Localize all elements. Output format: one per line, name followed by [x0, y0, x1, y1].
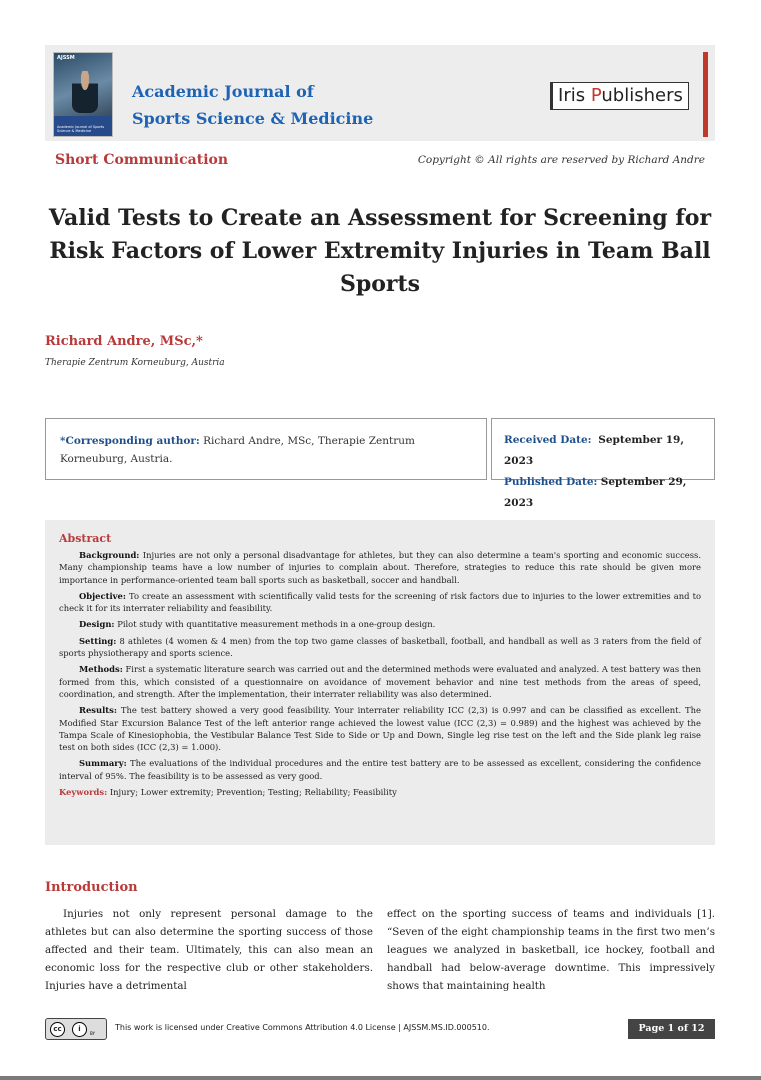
abstract-results [59, 704, 701, 753]
cc-by-label: BY [90, 1031, 95, 1036]
journal-title-line2: Sports Science & Medicine [132, 109, 374, 128]
abstract-design-label: Design: [79, 619, 115, 630]
received-date-label: Received Date: [504, 434, 592, 446]
corresponding-author-label: *Corresponding author: [60, 435, 200, 447]
abstract-objective [59, 590, 701, 615]
cover-label: AJSSM [57, 55, 75, 61]
keywords-label: Keywords: [59, 787, 108, 798]
journal-cover-image [53, 52, 113, 137]
published-date [504, 472, 702, 514]
introduction-right-column: effect on the sporting success of teams and individuals [1]. “Seven of the eight championship teams in the first two men’s leagues we analyzed in basketball, ice hockey, football and handball had below-average downtime. This impressively shows that maintaining health [387, 908, 715, 992]
published-date-value: September 29, 2023 [504, 476, 687, 509]
page-number: Page 1 of 12 [628, 1019, 715, 1039]
author-name: Richard Andre, MSc,* [45, 334, 203, 349]
abstract-setting [59, 635, 701, 660]
abstract-objective-text: To create an assessment with scientifically valid tests for the screening of risk factors due to injuries to the lower extremities and to check it for its interrater reliability and feasibility. [59, 590, 701, 614]
abstract-background-text: Injuries are not only a personal disadvantage for athletes, but they can also determine a team's sporting and economic success. Many championship teams have a low number of injuries to complain about. Therefore, strategies to reduce this rate should be given more importance in performance-oriented team ball sports such as basketball, soccer and handball. [59, 550, 701, 585]
publisher-logo [550, 82, 689, 110]
author-affiliation: Therapie Zentrum Korneuburg, Austria [45, 358, 225, 368]
received-date-value: September 19, 2023 [504, 434, 684, 467]
introduction-heading: Introduction [45, 880, 138, 895]
abstract-methods-text: First a systematic literature search was carried out and the determined methods were evaluated and analyzed. A test battery was then formed from this, which consisted of a questionnaire on avoidance of movement behavior and nine test methods from the areas of speed, coordination, and strength. After the implementation, their interrater reliability was also determined. [59, 664, 701, 699]
license-text: This work is licensed under Creative Commons Attribution 4.0 License | AJSSM.MS.ID.000510. [115, 1023, 490, 1032]
keywords-text: Injury; Lower extremity; Prevention; Testing; Reliability; Feasibility [107, 787, 397, 798]
abstract-box [45, 520, 715, 845]
abstract-results-text: The test battery showed a very good feasibility. Your interrater reliability ICC (2,3) is 0.997 and can be classified as excellent. The Modified Star Excursion Balance Test of the left anterior range achieved the lowest value (ICC (2,3) = 0.989) and the highest was achieved by the Tampa Scale of Kinesiophobia, the Vestibular Balance Test Side to Side or Up and Down, Single leg rise test on the left and the Side plank leg raise test on both sides (ICC (2,3) = 1.000). [59, 705, 701, 753]
publisher-logo-p: P [590, 85, 602, 106]
cc-icon: cc [50, 1022, 65, 1037]
article-type: Short Communication [55, 152, 229, 168]
corresponding-author-box [45, 418, 487, 480]
abstract-setting-label: Setting: [79, 635, 117, 646]
abstract-methods [59, 663, 701, 700]
abstract-summary-label: Summary: [79, 758, 127, 769]
abstract-heading: Abstract [59, 532, 112, 545]
abstract-methods-label: Methods: [79, 664, 123, 675]
abstract-objective-label: Objective: [79, 590, 126, 601]
creative-commons-badge[interactable] [45, 1018, 107, 1040]
abstract-summary-text: The evaluations of the individual procedures and the entire test battery are to be assessed as excellent, considering the confidence interval of 95%. The feasibility is to be assessed as very good. [59, 758, 701, 781]
bottom-divider [0, 1076, 761, 1080]
published-date-label: Published Date: [504, 476, 598, 488]
abstract-setting-text: 8 athletes (4 women & 4 men) from the top two game classes of basketball, football, and handball as well as 3 raters from the field of sports physiotherapy and sports science. [59, 635, 701, 659]
header-accent-bar [703, 52, 708, 137]
copyright-notice: Copyright © All rights are reserved by Richard Andre [417, 154, 705, 166]
abstract-keywords [59, 786, 701, 798]
article-title: Valid Tests to Create an Assessment for Screening for Risk Factors of Lower Extremity Injuries in Team Ball Sports [48, 205, 712, 297]
abstract-design-text: Pilot study with quantitative measurement methods in a one-group design. [114, 619, 436, 630]
cover-athlete-figure [72, 71, 98, 113]
received-date [504, 430, 702, 472]
publisher-logo-ublishers: ublishers [601, 85, 683, 106]
abstract-background [59, 549, 701, 586]
publisher-logo-ris: ris [563, 85, 591, 106]
abstract-background-label: Background: [79, 550, 140, 560]
abstract-results-label: Results: [79, 705, 117, 716]
dates-box [491, 418, 715, 509]
abstract-summary [59, 757, 701, 782]
introduction-left-column: Injuries not only represent personal damage to the athletes but can also determine the sporting success of those affected and their team. Ultimately, this can also mean an economic loss for the respective club or other stakeholders. Injuries have a detrimental [45, 908, 373, 992]
cc-by-person-icon: i [72, 1022, 87, 1037]
journal-title [132, 78, 373, 132]
journal-title-line1: Academic Journal of [132, 82, 314, 101]
corresponding-author-text: Richard Andre, MSc, Therapie Zentrum Korneuburg, Austria. [60, 435, 415, 465]
publisher-logo-i: I [558, 85, 564, 106]
cover-caption: Academic Journal of Sports Science & Medicine [57, 124, 105, 133]
abstract-design [59, 618, 701, 630]
page-footer [45, 1018, 715, 1040]
